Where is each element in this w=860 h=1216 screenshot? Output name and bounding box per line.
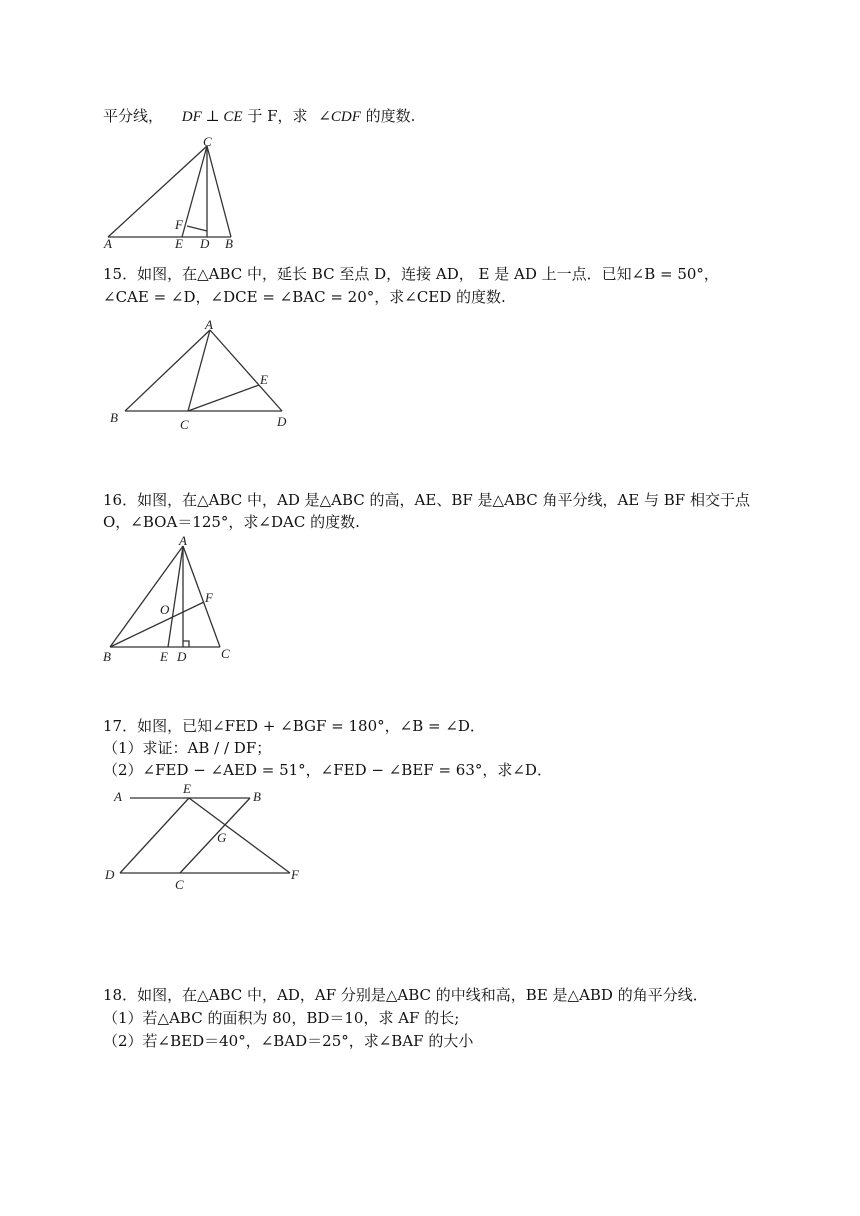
problem-17-text-1: 如图，已知∠FED + ∠BGF = 180°，∠B = ∠D． xyxy=(137,717,485,735)
problem-16-line-2: O，∠BOA＝125°，求∠DAC 的度数. xyxy=(103,513,360,531)
p14-text-a: 平分线， xyxy=(103,107,164,125)
problem-18-line-2: （1）若△ABC 的面积为 80，BD＝10，求 AF 的长; xyxy=(103,1009,460,1027)
fig16-label-a: A xyxy=(179,533,187,548)
problem-18-text-1: 如图，在△ABC 中，AD，AF 分别是△ABC 的中线和高，BE 是△ABD 的角平分线． xyxy=(137,986,708,1004)
p14-text-b: 于 F，求 xyxy=(247,107,313,125)
problem-17-line-3: （2）∠FED − ∠AED = 51°，∠FED − ∠BEF = 63°，求∠D． xyxy=(103,761,552,779)
fig17-label-d: D xyxy=(105,867,115,882)
fig15-label-a: A xyxy=(205,317,213,332)
fig16-label-c: C xyxy=(221,646,230,661)
problem-15-text-1: 如图，在△ABC 中，延长 BC 至点 D，连接 AD， E 是 AD 上一点．已知∠B = 50°， xyxy=(137,265,719,283)
figure-17 xyxy=(100,780,310,892)
fig14-label-a: A xyxy=(104,236,112,251)
p14-expr-angle: ∠CDF xyxy=(318,109,361,125)
p14-text-c: 的度数. xyxy=(365,107,416,125)
problem-14-text xyxy=(103,106,415,127)
fig16-label-o: O xyxy=(160,602,170,617)
fig17-label-c: C xyxy=(175,877,184,892)
fig16-label-b: B xyxy=(103,649,111,664)
problem-17-line-2: （1）求证：AB / / DF； xyxy=(103,739,272,757)
problem-18-number: 18． xyxy=(103,986,138,1004)
problem-15-line-1 xyxy=(103,264,719,284)
fig16-label-f: F xyxy=(205,590,213,605)
fig17-label-f: F xyxy=(291,867,299,882)
fig15-label-c: C xyxy=(180,417,189,432)
fig15-label-d: D xyxy=(277,414,287,429)
fig16-label-e: E xyxy=(160,649,168,664)
fig14-label-b: B xyxy=(225,236,233,251)
fig14-label-f: F xyxy=(175,217,183,232)
problem-18-line-3: （2）若∠BED＝40°，∠BAD＝25°，求∠BAF 的大小 xyxy=(103,1032,474,1050)
fig14-label-c: C xyxy=(203,134,212,149)
problem-15-number: 15． xyxy=(103,265,138,283)
problem-16-text-1: 如图，在△ABC 中，AD 是△ABC 的高，AE、BF 是△ABC 角平分线，AE 与 BF 相交于点 xyxy=(137,491,750,509)
problem-15-line-2: ∠CAE = ∠D，∠DCE = ∠BAC = 20°，求∠CED 的度数. xyxy=(103,288,506,306)
fig17-label-e: E xyxy=(183,781,191,796)
fig15-label-e: E xyxy=(260,372,268,387)
problem-18-line-1 xyxy=(103,985,708,1005)
fig14-label-e: E xyxy=(175,236,183,251)
fig16-label-d: D xyxy=(177,649,187,664)
problem-17-number: 17． xyxy=(103,717,138,735)
figure-14 xyxy=(100,136,250,251)
fig17-label-b: B xyxy=(253,789,261,804)
figure-15 xyxy=(100,316,310,436)
fig15-label-b: B xyxy=(110,410,118,425)
problem-16-line-1 xyxy=(103,490,750,510)
problem-16-number: 16． xyxy=(103,491,138,509)
fig17-label-a: A xyxy=(114,789,122,804)
fig14-label-d: D xyxy=(200,236,210,251)
problem-17-line-1 xyxy=(103,716,485,736)
p14-expr-perpendicular: DF ⊥ CE xyxy=(181,109,243,125)
figure-16 xyxy=(100,534,250,666)
fig17-label-g: G xyxy=(217,830,227,845)
